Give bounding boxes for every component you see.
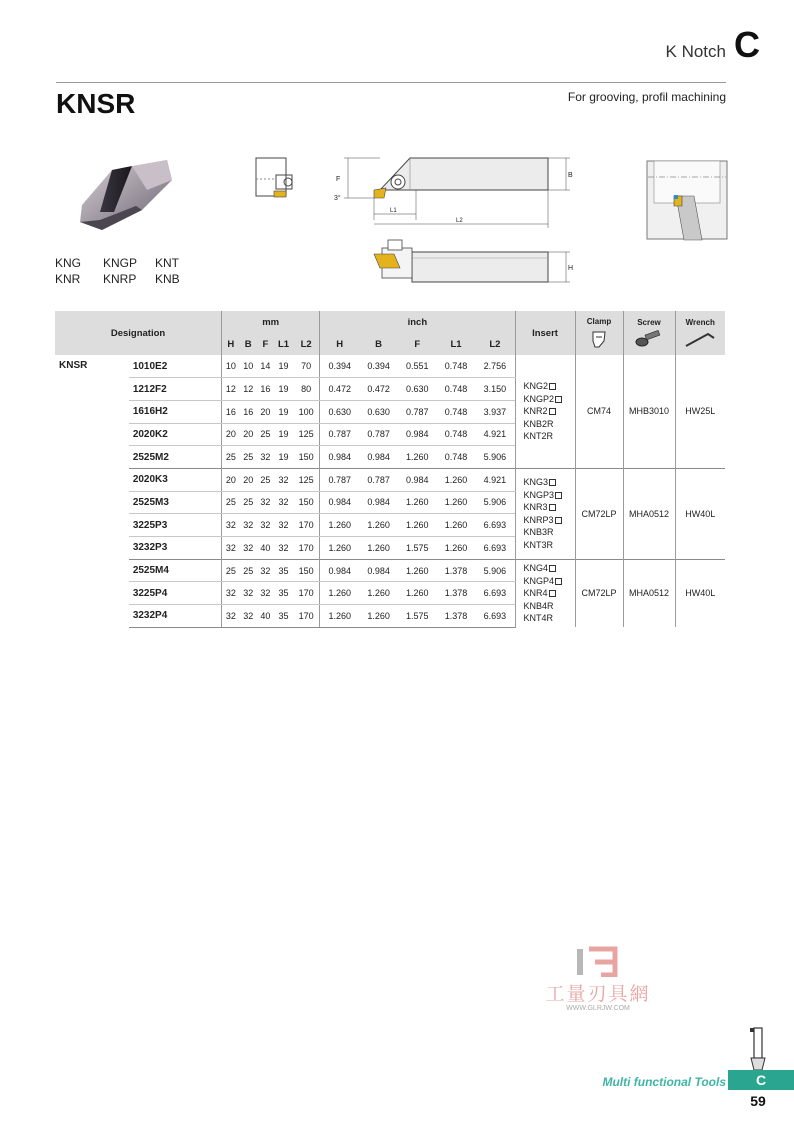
inch-value-cell: 1.260 (359, 605, 398, 628)
mm-value-cell: 35 (274, 605, 293, 628)
mm-value-cell: 16 (240, 400, 257, 423)
size-placeholder-icon (549, 383, 556, 390)
mm-value-cell: 10 (222, 355, 240, 378)
inch-value-cell: 2.756 (475, 355, 515, 378)
mm-value-cell: 19 (278, 452, 289, 463)
insert-code-text: KNR4 (523, 588, 548, 599)
clamp-part-cell: CM72LP (575, 559, 623, 627)
wrench-part-cell: HW40L (675, 468, 725, 559)
mm-value-cell: 12 (240, 378, 257, 401)
inch-value-cell: 0.787 (320, 468, 360, 491)
designation-cell: 3232P4 (129, 605, 222, 628)
mm-value-cell: 25 (222, 446, 240, 469)
wrench-part-cell: HW40L (675, 559, 725, 627)
dim-header-l2-inch: L2 (475, 333, 515, 355)
tool-icon (748, 1026, 768, 1072)
mm-value-cell: 14 (257, 355, 274, 378)
footer-section-tab[interactable]: C (728, 1070, 794, 1090)
inch-value-cell: 5.906 (475, 559, 515, 582)
insert-code (524, 418, 575, 431)
insert-code-text: KNR2 (523, 406, 548, 417)
label-l1: L1 (390, 208, 397, 214)
dim-header-l2: L2 (293, 333, 320, 355)
screw-icon (634, 330, 664, 348)
mm-value-cell: 20 (222, 423, 240, 446)
insert-code (524, 514, 575, 527)
designation-cell: 2525M3 (129, 491, 222, 514)
label-b: B (568, 172, 573, 179)
size-placeholder-icon (555, 578, 562, 585)
inch-value-cell: 0.630 (320, 400, 360, 423)
insert-code (524, 501, 575, 514)
inch-value-cell: 6.693 (483, 542, 507, 553)
inch-value-cell: 6.693 (475, 582, 515, 605)
mm-value-cell: 19 (274, 378, 293, 401)
inch-value-cell: 0.984 (320, 491, 360, 514)
mm-value-cell: 32 (257, 491, 274, 514)
size-placeholder-icon (549, 565, 556, 572)
inch-value-cell: 0.984 (320, 446, 360, 469)
insert-code-text: KNT4R (523, 613, 554, 624)
inch-value-cell: 1.378 (437, 582, 476, 605)
size-placeholder-icon (549, 504, 556, 511)
insert-code (524, 476, 575, 489)
footer-category: Multi functional Tools (602, 1075, 726, 1089)
insert-type: KNRP (103, 272, 137, 286)
inch-value-cell: 0.787 (359, 468, 398, 491)
spec-table (55, 311, 725, 628)
insert-code-text: KNT3R (523, 539, 554, 550)
inch-value-cell: 1.260 (406, 452, 429, 463)
page-number: 59 (750, 1093, 766, 1109)
inch-value-cell: 1.260 (320, 514, 360, 537)
inch-value-cell: 0.787 (320, 423, 360, 446)
watermark-text: 工量刃具網 (545, 983, 651, 1005)
mm-value-cell: 32 (222, 582, 240, 605)
end-view-diagram (250, 155, 300, 205)
mm-value-cell: 32 (240, 582, 257, 605)
inch-value-cell: 0.472 (359, 378, 398, 401)
insert-code (524, 430, 575, 443)
mm-value-cell: 32 (222, 605, 240, 628)
mm-value-cell: 32 (257, 582, 274, 605)
mm-value-cell: 19 (274, 400, 293, 423)
insert-type: KNG (55, 256, 82, 270)
inch-value-cell: 1.378 (437, 559, 476, 582)
dimension-diagram (330, 150, 580, 285)
inch-value-cell: 0.394 (320, 355, 360, 378)
mm-value-cell: 125 (293, 468, 320, 491)
mm-value-cell: 25 (240, 559, 257, 582)
mm-value-cell: 32 (278, 542, 289, 553)
table-row (55, 468, 725, 491)
inch-value-cell: 0.630 (359, 400, 398, 423)
inch-value-cell: 0.394 (359, 355, 398, 378)
mm-value-cell: 16 (222, 400, 240, 423)
size-placeholder-icon (555, 396, 562, 403)
inch-value-cell: 0.472 (320, 378, 360, 401)
insert-code-text: KNG4 (523, 563, 549, 574)
insert-code (524, 612, 575, 625)
label-angle: 3° (334, 195, 341, 202)
screw-label: Screw (637, 318, 661, 327)
inch-value-cell: 1.575 (398, 605, 437, 628)
mm-value-cell: 32 (274, 468, 293, 491)
insert-code-text: KNG2 (523, 381, 549, 392)
inch-value-cell: 1.260 (320, 537, 360, 560)
mm-value-cell: 25 (243, 452, 254, 463)
mm-value-cell: 40 (257, 605, 274, 628)
clamp-header (575, 311, 623, 355)
insert-code (524, 380, 575, 393)
insert-type: KNT (155, 256, 179, 270)
family-cell: KNSR (59, 360, 88, 371)
inch-value-cell: 1.260 (359, 582, 398, 605)
mm-value-cell: 150 (298, 452, 314, 463)
mm-value-cell: 170 (293, 514, 320, 537)
insert-code (524, 539, 575, 552)
insert-code (524, 562, 575, 575)
mm-value-cell: 32 (243, 542, 254, 553)
insert-code-text: KNGP2 (523, 393, 555, 404)
inch-value-cell: 0.984 (398, 468, 437, 491)
inch-value-cell: 5.906 (475, 491, 515, 514)
wrench-label: Wrench (685, 318, 715, 327)
dim-header-l1: L1 (274, 333, 293, 355)
page-title: KNSR (56, 88, 136, 119)
mm-value-cell: 25 (257, 468, 274, 491)
insert-code-text: KNG3 (523, 477, 549, 488)
insert-cell (515, 468, 575, 559)
clamp-label: Clamp (586, 317, 612, 326)
mm-value-cell: 40 (260, 542, 271, 553)
label-f: F (336, 176, 341, 183)
mm-value-cell: 170 (298, 542, 314, 553)
watermark-logo (573, 945, 623, 977)
insert-code (524, 587, 575, 600)
mm-value-cell: 25 (222, 559, 240, 582)
mm-value-cell: 32 (260, 452, 271, 463)
dim-header-h: H (222, 333, 240, 355)
inch-value-cell: 0.787 (398, 400, 437, 423)
table-row (55, 559, 725, 582)
inch-value-cell: 0.984 (398, 423, 437, 446)
inch-value-cell: 0.984 (359, 491, 398, 514)
header-rule (56, 82, 726, 83)
table-row (55, 355, 725, 378)
designation-cell: 1010E2 (129, 355, 222, 378)
mm-value-cell: 80 (293, 378, 320, 401)
watermark-url: WWW.GLRJW.COM (566, 1005, 630, 1012)
inch-value-cell: 1.260 (398, 491, 437, 514)
insert-code-text: KNGP3 (523, 489, 555, 500)
application-diagram (646, 160, 728, 242)
inch-value-cell: 1.260 (398, 514, 437, 537)
mm-value-cell: 32 (222, 514, 240, 537)
inch-value-cell: 1.260 (437, 468, 476, 491)
mm-value-cell: 32 (257, 514, 274, 537)
inch-value-cell: 0.984 (359, 559, 398, 582)
section-name: K Notch (665, 42, 726, 61)
page-subtitle: For grooving, profil machining (567, 90, 726, 104)
mm-value-cell: 170 (293, 605, 320, 628)
designation-cell: 3225P4 (129, 582, 222, 605)
clamp-part-cell: CM74 (575, 355, 623, 468)
insert-cell (515, 355, 575, 468)
insert-type: KNR (55, 272, 81, 286)
inch-value-cell: 1.260 (444, 542, 468, 553)
mm-value-cell: 70 (293, 355, 320, 378)
mm-value-cell: 25 (257, 423, 274, 446)
insert-photo (72, 150, 182, 240)
dim-header-f: F (257, 333, 274, 355)
inch-value-cell: 1.260 (359, 514, 398, 537)
inch-value-cell: 1.378 (437, 605, 476, 628)
inch-header: inch (320, 311, 515, 333)
mm-value-cell: 32 (274, 514, 293, 537)
designation-cell: 3232P3 (132, 542, 168, 554)
mm-value-cell: 35 (274, 582, 293, 605)
inch-value-cell: 5.906 (483, 452, 507, 463)
insert-type: KNGP (103, 256, 138, 270)
spec-table-body (55, 355, 725, 627)
inch-value-cell: 1.260 (437, 514, 476, 537)
mm-value-cell: 150 (293, 491, 320, 514)
insert-code-text: KNB3R (523, 527, 554, 538)
inch-value-cell: 6.693 (475, 605, 515, 628)
insert-type-list (55, 256, 180, 288)
mm-value-cell: 12 (222, 378, 240, 401)
mm-value-cell: 19 (274, 423, 293, 446)
size-placeholder-icon (549, 479, 556, 486)
wrench-icon (684, 330, 716, 348)
insert-code (524, 393, 575, 406)
size-placeholder-icon (549, 590, 556, 597)
inch-value-cell: 0.748 (437, 378, 476, 401)
inch-value-cell: 0.984 (320, 559, 360, 582)
screw-part-cell: MHA0512 (623, 468, 675, 559)
size-placeholder-icon (549, 408, 556, 415)
inch-value-cell: 3.150 (475, 378, 515, 401)
mm-value-cell: 100 (293, 400, 320, 423)
mm-value-cell: 20 (240, 423, 257, 446)
clamp-icon (590, 329, 608, 349)
inch-value-cell: 1.260 (398, 582, 437, 605)
wrench-part-cell: HW25L (675, 355, 725, 468)
screw-part-cell: MHA0512 (623, 559, 675, 627)
screw-part-cell: MHB3010 (623, 355, 675, 468)
inch-value-cell: 0.748 (437, 400, 476, 423)
insert-code (524, 526, 575, 539)
insert-code-text: KNRP3 (523, 514, 554, 525)
designation-cell: 1616H2 (129, 400, 222, 423)
mm-value-cell: 20 (222, 468, 240, 491)
insert-code-text: KNB4R (523, 600, 554, 611)
mm-value-cell: 32 (257, 559, 274, 582)
inch-value-cell: 0.630 (398, 378, 437, 401)
insert-code-text: KNR3 (523, 502, 548, 513)
mm-value-cell: 10 (240, 355, 257, 378)
mm-value-cell: 32 (222, 537, 240, 560)
section-header (666, 24, 760, 66)
designation-cell: 2525M2 (132, 451, 169, 463)
mm-value-cell: 32 (240, 514, 257, 537)
mm-value-cell: 25 (240, 491, 257, 514)
designation-header: Designation (55, 311, 222, 355)
wrench-header (675, 311, 725, 355)
label-l2: L2 (456, 218, 463, 224)
designation-cell: 2525M4 (129, 559, 222, 582)
inch-value-cell: 1.260 (320, 582, 360, 605)
insert-header: Insert (515, 311, 575, 355)
mm-value-cell: 170 (293, 582, 320, 605)
inch-value-cell: 0.748 (437, 423, 476, 446)
mm-value-cell: 20 (240, 468, 257, 491)
inch-value-cell: 1.575 (406, 542, 429, 553)
designation-cell: 2020K2 (129, 423, 222, 446)
inch-value-cell: 4.921 (475, 468, 515, 491)
dim-header-h-inch: H (320, 333, 360, 355)
inch-value-cell: 0.748 (444, 452, 468, 463)
screw-header (623, 311, 675, 355)
inch-value-cell: 0.787 (359, 423, 398, 446)
insert-code-text: KNT2R (523, 431, 554, 442)
inch-value-cell: 1.260 (320, 605, 360, 628)
insert-code-text: KNB2R (523, 418, 554, 429)
watermark (528, 945, 668, 1015)
mm-value-cell: 19 (274, 355, 293, 378)
inch-value-cell: 1.260 (398, 559, 437, 582)
dim-header-b-inch: B (359, 333, 398, 355)
mm-value-cell: 35 (274, 559, 293, 582)
dim-header-b: B (240, 333, 257, 355)
size-placeholder-icon (555, 517, 562, 524)
designation-cell: 2020K3 (129, 468, 222, 491)
mm-value-cell: 20 (257, 400, 274, 423)
mm-value-cell: 32 (240, 605, 257, 628)
insert-code (524, 489, 575, 502)
dim-header-l1-inch: L1 (437, 333, 476, 355)
inch-value-cell: 4.921 (475, 423, 515, 446)
insert-code (524, 575, 575, 588)
designation-cell: 1212F2 (129, 378, 222, 401)
label-h: H (568, 265, 574, 272)
insert-code-text: KNGP4 (523, 575, 555, 586)
inch-value-cell: 1.260 (367, 542, 390, 553)
insert-code (524, 405, 575, 418)
insert-cell (515, 559, 575, 627)
clamp-part-cell: CM72LP (575, 468, 623, 559)
inch-value-cell: 0.748 (437, 355, 476, 378)
inch-value-cell: 0.984 (367, 452, 390, 463)
dim-header-f-inch: F (398, 333, 437, 355)
designation-cell: 3225P3 (129, 514, 222, 537)
insert-type: KNB (155, 272, 180, 286)
mm-value-cell: 32 (274, 491, 293, 514)
inch-value-cell: 0.551 (398, 355, 437, 378)
mm-header: mm (222, 311, 320, 333)
section-letter: C (734, 24, 760, 65)
mm-value-cell: 16 (257, 378, 274, 401)
insert-code (524, 600, 575, 613)
mm-value-cell: 25 (222, 491, 240, 514)
inch-value-cell: 1.260 (437, 491, 476, 514)
mm-value-cell: 125 (293, 423, 320, 446)
inch-value-cell: 6.693 (475, 514, 515, 537)
size-placeholder-icon (555, 492, 562, 499)
mm-value-cell: 150 (293, 559, 320, 582)
inch-value-cell: 3.937 (475, 400, 515, 423)
